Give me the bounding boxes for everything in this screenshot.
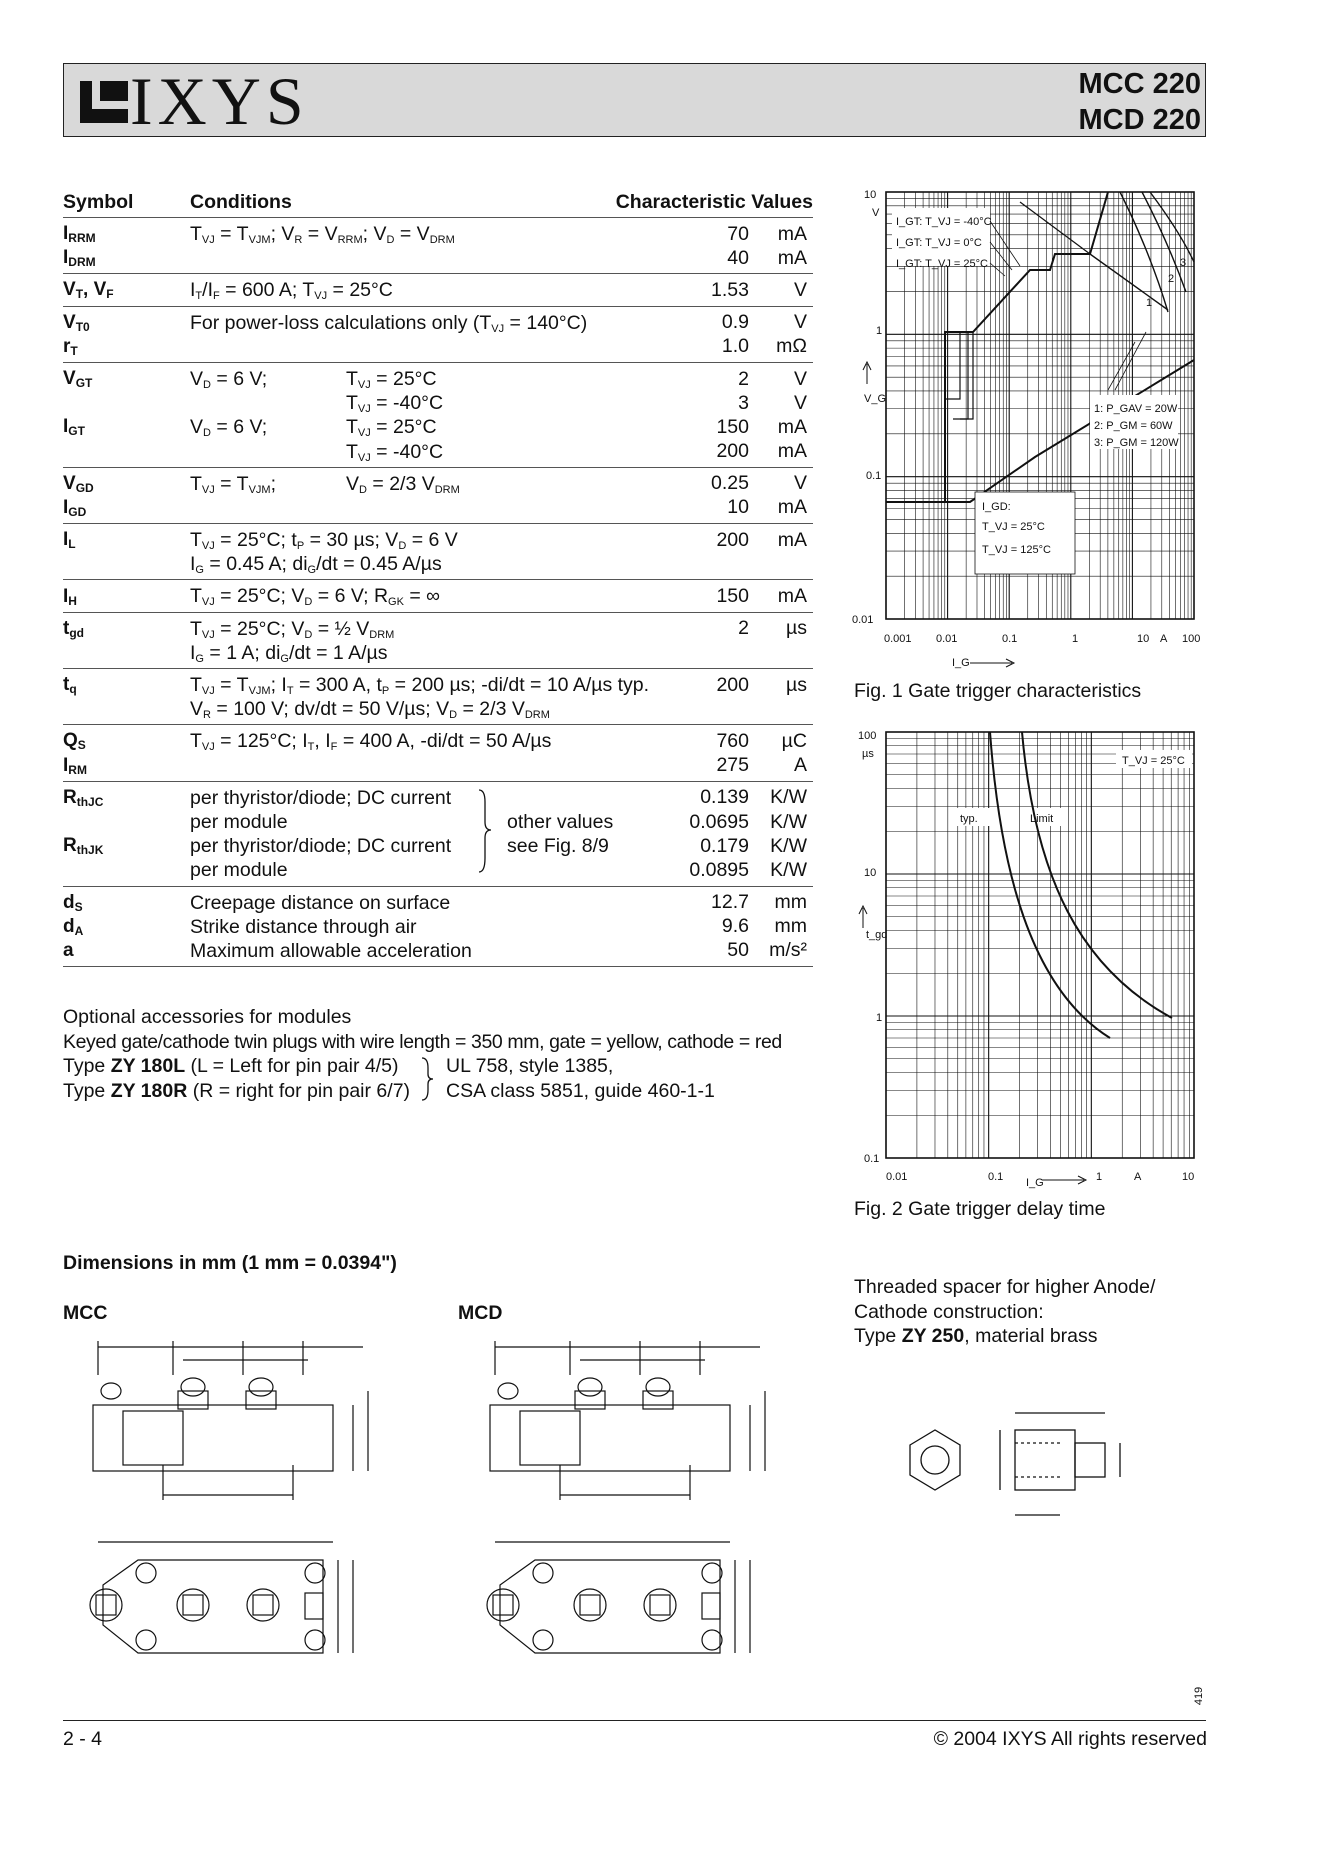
- fig1-xtick-2: 0.1: [1002, 633, 1018, 645]
- ixys-logo: [78, 63, 309, 139]
- cell-unit: µs: [786, 673, 807, 696]
- cell-value: 50: [727, 939, 749, 962]
- table-group: [63, 524, 813, 580]
- cell-symbol: $I_H$: [63, 585, 77, 608]
- cell-unit: mm: [774, 915, 807, 938]
- fig1-ytick-01: 0.1: [866, 470, 882, 482]
- fig2-xtick-0: 0.01: [886, 1171, 908, 1183]
- spacer-drawing: [875, 1405, 1195, 1545]
- cell-symbol: $t_{gd}$: [63, 617, 84, 640]
- fig2-xtick-3: 10: [1182, 1171, 1195, 1183]
- cell-conditions: $T_{VJ} = 125^\circ C$; $I_T$, $I_F = 400$ A, -di/dt = 50 A/µs: [190, 730, 552, 754]
- fig2-ytick-1: 1: [876, 1012, 883, 1024]
- table-row: [63, 496, 813, 520]
- cell-conditions: $V_D = 6$ V; $T_{VJ} = 25^\circ C$: [190, 416, 437, 440]
- cell-conditions: $I_T/I_F = 600$ A; $T_{VJ} = 25^\circ C$: [190, 279, 393, 303]
- cell-value: 0.139: [700, 786, 749, 809]
- table-row: [63, 939, 813, 963]
- cell-value: 200: [716, 673, 749, 696]
- cell-value: 760: [716, 729, 749, 752]
- table-group: [63, 468, 813, 524]
- cell-unit: mA: [777, 415, 807, 438]
- fig1-curve-label-3: 3: [1180, 257, 1187, 269]
- table-row: [63, 472, 813, 496]
- cell-value: 0.0895: [689, 858, 749, 881]
- table-row: [63, 617, 813, 641]
- fig2-xlabel: I_G: [1026, 1177, 1044, 1189]
- col-conditions: Conditions: [190, 191, 292, 213]
- fig1-ylabel: V_G: [864, 393, 887, 405]
- acc-type2: Type ZY 180R (R = right for pin pair 6/7) CSA class 5851, guide 460-1-1: [63, 1079, 715, 1102]
- table-row: [63, 278, 813, 302]
- col-symbol: Symbol: [63, 191, 134, 213]
- cell-value: 12.7: [711, 891, 749, 914]
- fig2-typ-curve: [990, 732, 1110, 1038]
- cell-unit: µC: [781, 729, 807, 752]
- part-numbers: [1079, 66, 1202, 138]
- table-group: [63, 307, 813, 363]
- fig2-ytick-01: 0.1: [864, 1153, 880, 1165]
- fig1-curve-label-2: 2: [1168, 273, 1175, 285]
- cell-symbol: $I_L$: [63, 529, 76, 552]
- cell-conditions: $T_{VJ} = -40^\circ C$: [346, 440, 444, 464]
- characteristics-table: [63, 186, 813, 967]
- cell-value: 200: [716, 528, 749, 551]
- fig2-limit: Limit: [1030, 813, 1054, 825]
- fig1-legend-igt-2: I_GT: T_VJ = 25°C: [896, 258, 988, 270]
- fig1-legend-igt-1: I_GT: T_VJ = 0°C: [896, 237, 982, 249]
- cell-unit: A: [793, 754, 807, 777]
- cell-symbol: $R_{thJC}$: [63, 786, 104, 809]
- fig1-legend-igd-1: T_VJ = 25°C: [982, 521, 1045, 533]
- cell-value: 2: [738, 617, 749, 640]
- fig1-xlabel: I_G: [952, 657, 970, 669]
- doc-number: 419: [1193, 1686, 1206, 1706]
- cell-unit: m/s²: [769, 939, 807, 962]
- table-row: [63, 810, 813, 834]
- fig1-curve-2: [1142, 192, 1186, 292]
- cell-value: 10: [727, 496, 749, 519]
- fig1-legend-igt-0: I_GT: T_VJ = -40°C: [896, 216, 992, 228]
- table-group: [63, 887, 813, 968]
- fig2-frame: [886, 732, 1194, 1158]
- acc-ul: UL 758, style 1385,: [446, 1055, 614, 1077]
- cell-unit: mA: [777, 222, 807, 245]
- fig2-ytick-100: 100: [858, 730, 877, 742]
- cell-unit: mA: [777, 496, 807, 519]
- cell-symbol: $d_S$: [63, 891, 83, 914]
- table-row: [63, 440, 813, 464]
- table-header: [63, 186, 813, 218]
- cell-value: 3: [738, 391, 749, 414]
- fig1-curve-label-1: 1: [1146, 297, 1153, 309]
- cell-conditions: For power-loss calculations only $(T_{VJ} = 140^\circ C)$: [190, 311, 588, 335]
- fig2-chart: [850, 728, 1210, 1188]
- table-group: [63, 669, 813, 725]
- cell-symbol: $I_{GT}$: [63, 416, 85, 439]
- table-row: [63, 729, 813, 753]
- table-row: [63, 697, 813, 721]
- cell-conditions: [190, 754, 649, 778]
- cell-unit: K/W: [770, 786, 807, 809]
- cell-value: 0.179: [700, 834, 749, 857]
- cell-unit: mA: [777, 246, 807, 269]
- fig1-ytick-10: 10: [864, 189, 877, 201]
- cell-symbol: $V_{GD}$: [63, 472, 94, 495]
- table-group: [63, 782, 813, 887]
- cell-unit: mA: [777, 440, 807, 463]
- cell-symbol: $V_{GT}$: [63, 368, 93, 391]
- page-number: 2 - 4: [63, 1728, 103, 1750]
- other-values-note: other values see Fig. 8/9: [475, 786, 613, 859]
- cell-conditions: $T_{VJ} = T_{VJM}$; $V_R = V_{RRM}$; $V_D = V_{DRM}$: [190, 223, 455, 246]
- cell-conditions: $T_{VJ} = 25^\circ C$; $V_D$ = ½ $V_{DRM}$: [190, 617, 395, 641]
- cell-conditions: Maximum allowable acceleration: [190, 939, 472, 962]
- cell-symbol: $Q_S$: [63, 730, 86, 753]
- cell-conditions: $T_{VJ} = 25^\circ C$; $V_D = 6$ V; $R_{GK}$ = ∞: [190, 585, 441, 609]
- fig1-legend-igd-2: T_VJ = 125°C: [982, 544, 1051, 556]
- cell-value: 2: [738, 367, 749, 390]
- mcd-drawing: [460, 1335, 800, 1715]
- fig1-legend-p-1: 2: P_GM = 60W: [1094, 420, 1173, 432]
- cell-symbol: $V_{T0}$: [63, 311, 90, 334]
- table-body: [63, 218, 813, 967]
- cell-conditions: $T_{VJ} = T_{VJM}$; $V_D = 2/3$ $V_{DRM}$: [190, 472, 460, 496]
- table-row: [63, 528, 813, 552]
- cell-value: 1.53: [711, 278, 749, 301]
- spacer-text: [854, 1275, 1155, 1349]
- acc-line2: Keyed gate/cathode twin plugs with wire length = 350 mm, gate = yellow, cathode = red: [63, 1030, 782, 1053]
- fig1-xunit: A: [1160, 633, 1168, 645]
- table-row: [63, 834, 813, 858]
- fig2-temp: T_VJ = 25°C: [1122, 755, 1185, 767]
- table-row: [63, 246, 813, 270]
- fig1-xtick-4: 10: [1137, 633, 1150, 645]
- cell-value: 275: [716, 754, 749, 777]
- cell-conditions: Strike distance through air: [190, 915, 417, 938]
- table-row: [63, 858, 813, 882]
- cell-conditions: $V_R = 100$ V; dv/dt = 50 V/µs; $V_D = 2/3$ $V_{DRM}$: [190, 698, 550, 722]
- footer-rule: [63, 1720, 1206, 1721]
- fig1-caption: Fig. 1 Gate trigger characteristics: [854, 680, 1142, 702]
- cell-value: 150: [716, 585, 749, 608]
- cell-conditions: $T_{VJ} = -40^\circ C$: [346, 392, 444, 416]
- table-row: [63, 335, 813, 359]
- part-number-mcc: MCC 220: [1078, 68, 1201, 100]
- cell-value: 150: [716, 415, 749, 438]
- cell-conditions: [190, 246, 649, 270]
- cell-unit: mA: [777, 528, 807, 551]
- mcc-drawing: [63, 1335, 403, 1715]
- cell-conditions: per module: [190, 810, 288, 833]
- acc-csa: CSA class 5851, guide 460-1-1: [446, 1079, 715, 1102]
- cell-symbol: a: [63, 939, 74, 961]
- dimensions-title: Dimensions in mm (1 mm = 0.0394"): [63, 1252, 397, 1274]
- cell-symbol: $I_{RM}$: [63, 754, 87, 777]
- table-row: [63, 641, 813, 665]
- acc-brace: [418, 1056, 438, 1102]
- cell-unit: V: [793, 278, 807, 301]
- table-row: [63, 754, 813, 778]
- cell-unit: K/W: [770, 858, 807, 881]
- cell-symbol: $V_T$, $V_F$: [63, 279, 114, 302]
- table-row: [63, 367, 813, 391]
- table-row: [63, 391, 813, 415]
- mcd-label: MCD: [458, 1302, 503, 1324]
- cell-unit: K/W: [770, 810, 807, 833]
- cell-symbol: $I_{DRM}$: [63, 247, 96, 270]
- table-row: [63, 891, 813, 915]
- fig2-caption: Fig. 2 Gate trigger delay time: [854, 1198, 1106, 1220]
- cell-conditions: per thyristor/diode; DC current: [190, 786, 452, 809]
- cell-unit: µs: [786, 617, 807, 640]
- fig2-yunit: µs: [862, 748, 874, 760]
- fig1-ytick-001: 0.01: [852, 614, 874, 626]
- table-row: [63, 584, 813, 608]
- cell-value: 0.9: [721, 311, 749, 334]
- fig1-legend-p-2: 3: P_GM = 120W: [1094, 437, 1179, 449]
- table-row: [63, 311, 813, 335]
- cell-unit: V: [793, 367, 807, 390]
- accessories: [63, 1005, 823, 1103]
- logo-text: IXYS: [130, 63, 309, 139]
- fig2-xunit: A: [1134, 1171, 1142, 1183]
- acc-line1: Optional accessories for modules: [63, 1006, 352, 1028]
- cell-unit: V: [793, 391, 807, 414]
- table-row: [63, 415, 813, 439]
- spacer-line1: Threaded spacer for higher Anode/: [854, 1276, 1156, 1298]
- col-values: Characteristic Values: [615, 191, 813, 213]
- fig1-curve-3: [1150, 192, 1194, 262]
- cell-unit: mA: [777, 585, 807, 608]
- table-row: [63, 915, 813, 939]
- cell-value: 40: [727, 246, 749, 269]
- cell-unit: mΩ: [776, 335, 807, 358]
- fig1-chart: [850, 189, 1210, 669]
- cell-conditions: $I_G = 1$ A; $di_G/dt = 1$ A/µs: [190, 641, 388, 665]
- table-group: [63, 218, 813, 274]
- fig1-xtick-5: 100: [1182, 633, 1201, 645]
- cell-unit: K/W: [770, 834, 807, 857]
- fig2-xtick-2: 1: [1096, 1171, 1103, 1183]
- cell-value: 70: [727, 222, 749, 245]
- cell-conditions: per thyristor/diode; DC current: [190, 835, 452, 858]
- cell-symbol: $I_{GD}$: [63, 496, 87, 519]
- fig2-ylabel: t_gd: [866, 929, 888, 941]
- fig1-xtick-0: 0.001: [884, 633, 912, 645]
- fig1-xtick-3: 1: [1072, 633, 1079, 645]
- cell-value: 200: [716, 440, 749, 463]
- cell-symbol: $d_A$: [63, 915, 84, 938]
- cell-unit: V: [793, 472, 807, 495]
- cell-conditions: [190, 496, 649, 520]
- cell-value: 9.6: [721, 915, 749, 938]
- spacer-type: Type ZY 250, material brass: [854, 1325, 1098, 1347]
- cell-value: 0.0695: [689, 810, 749, 833]
- table-row: [63, 786, 813, 810]
- table-group: [63, 725, 813, 781]
- cell-unit: mm: [774, 891, 807, 914]
- cell-conditions: $T_{VJ} = T_{VJM}$; $I_T = 300$ A, $t_P = 200$ µs; -di/dt = 10 A/µs typ.: [190, 674, 649, 697]
- fig2-ytick-10: 10: [864, 867, 877, 879]
- fig1-xtick-1: 0.01: [936, 633, 958, 645]
- cell-symbol: $I_{RRM}$: [63, 223, 96, 246]
- fig1-legend-igd-0: I_GD:: [982, 501, 1011, 513]
- table-row: [63, 222, 813, 246]
- table-group: [63, 363, 813, 468]
- fig1-curve-1: [1120, 192, 1168, 312]
- table-group: [63, 274, 813, 306]
- fig2-typ: typ.: [960, 813, 978, 825]
- cell-conditions: Creepage distance on surface: [190, 891, 451, 914]
- spacer-line2: Cathode construction:: [854, 1300, 1044, 1323]
- cell-conditions: per module: [190, 859, 288, 882]
- cell-symbol: $R_{thJK}$: [63, 835, 104, 858]
- cell-symbol: $t_q$: [63, 674, 77, 697]
- copyright: © 2004 IXYS All rights reserved: [933, 1728, 1207, 1750]
- ixys-logo-icon: [78, 75, 130, 127]
- cell-conditions: [190, 335, 649, 359]
- cell-unit: V: [793, 311, 807, 334]
- fig2-xtick-1: 0.1: [988, 1171, 1004, 1183]
- cell-value: 1.0: [721, 335, 749, 358]
- cell-value: 0.25: [711, 472, 749, 495]
- table-row: [63, 552, 813, 576]
- acc-type1: Type ZY 180L (L = Left for pin pair 4/5) UL 758, style 1385,: [63, 1055, 614, 1077]
- cell-symbol: $r_T$: [63, 335, 78, 358]
- table-group: [63, 613, 813, 669]
- fig1-legend-p-0: 1: P_GAV = 20W: [1094, 403, 1178, 415]
- table-row: [63, 673, 813, 697]
- part-number-mcd: MCD 220: [1078, 104, 1201, 136]
- fig1-ytick-1: 1: [876, 325, 883, 337]
- table-group: [63, 580, 813, 612]
- fig1-yunit: V: [872, 207, 880, 219]
- cell-conditions: $I_G = 0.45$ A; $di_G/dt = 0.45$ A/µs: [190, 553, 442, 577]
- mcc-label: MCC: [63, 1302, 108, 1324]
- cell-conditions: $V_D = 6$ V; $T_{VJ} = 25^\circ C$: [190, 367, 437, 391]
- cell-conditions: $T_{VJ} = 25^\circ C$; $t_P = 30$ µs; $V_D = 6$ V: [190, 529, 458, 553]
